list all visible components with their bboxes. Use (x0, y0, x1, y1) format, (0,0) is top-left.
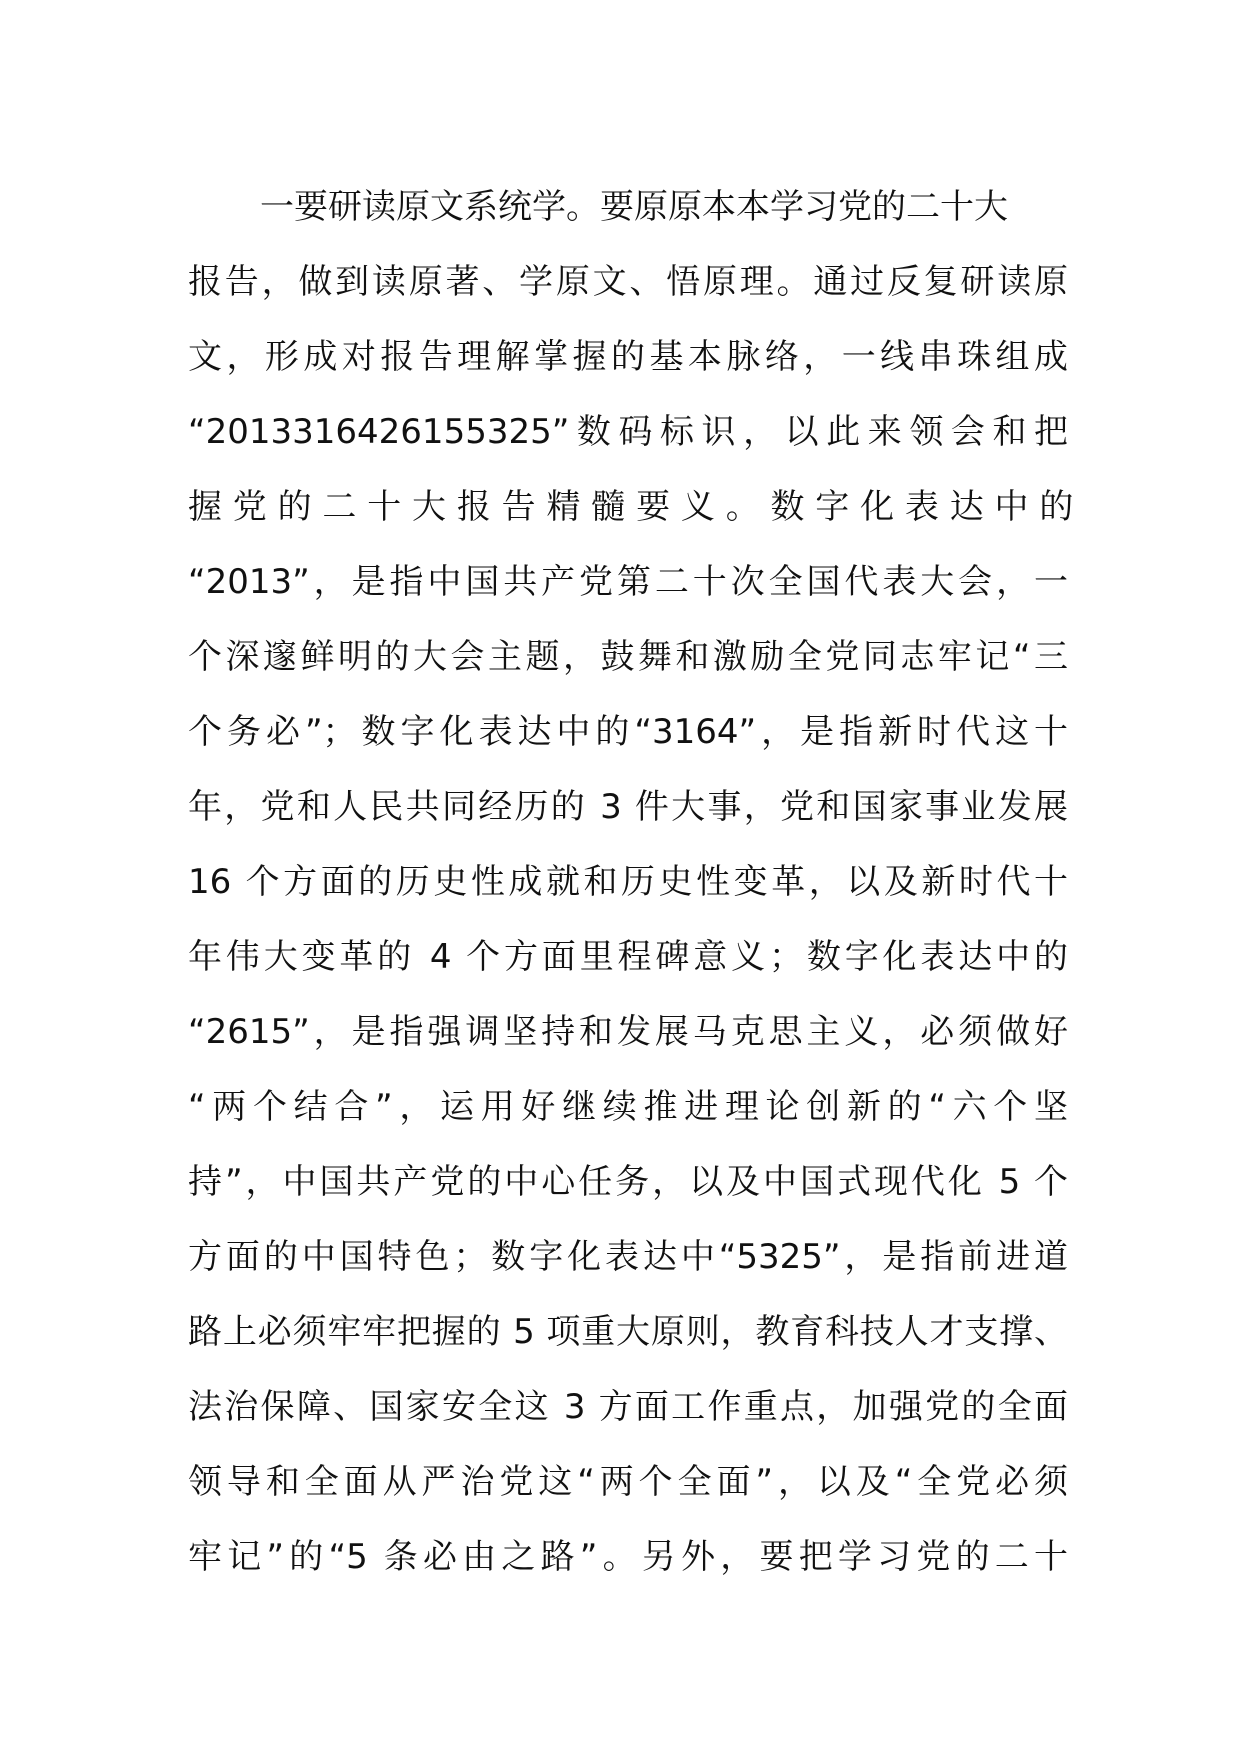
paragraph-line: “2615”，是指强调坚持和发展马克思主义，必须做好 (188, 1012, 1068, 1052)
paragraph-line: 握 党 的 二 十 大 报 告 精 髓 要 义 。 数 字 化 表 达 中 的 (188, 487, 1074, 527)
paragraph-line: 个务必”；数字化表达中的“3164”，是指新时代这十 (188, 712, 1068, 752)
paragraph-line: 年伟大变革的 4 个方面里程碑意义；数字化表达中的 (188, 937, 1068, 977)
paragraph-line: 年，党和人民共同经历的 3 件大事，党和国家事业发展 (188, 787, 1068, 827)
paragraph-line: 牢记”的“5 条必由之路”。另外，要把学习党的二十 (188, 1537, 1068, 1577)
paragraph-line: 16 个方面的历史性成就和历史性变革，以及新时代十 (188, 862, 1068, 902)
paragraph-line: 持”，中国共产党的中心任务，以及中国式现代化 5 个 (188, 1162, 1068, 1202)
body-paragraph (188, 170, 1074, 1595)
paragraph-line: “2013316426155325”数码标识，以此来领会和把 (188, 412, 1068, 452)
paragraph-line: 文，形成对报告理解掌握的基本脉络，一线串珠组成 (188, 337, 1068, 377)
paragraph-line: “2013”，是指中国共产党第二十次全国代表大会，一 (188, 562, 1068, 602)
paragraph-line: 方面的中国特色；数字化表达中“5325”，是指前进道 (188, 1237, 1068, 1277)
paragraph-line: 一要研读原文系统学。要原原本本学习党的二十大 (260, 187, 1008, 227)
paragraph-line: 路上必须牢牢把握的 5 项重大原则，教育科技人才支撑、 (188, 1312, 1068, 1352)
paragraph-line: 领导和全面从严治党这“两个全面”，以及“全党必须 (188, 1462, 1068, 1502)
paragraph-line: 个深邃鲜明的大会主题，鼓舞和激励全党同志牢记“三 (188, 637, 1068, 677)
paragraph-line: 报告，做到读原著、学原文、悟原理。通过反复研读原 (188, 262, 1068, 302)
paragraph-line: 法治保障、国家安全这 3 方面工作重点，加强党的全面 (188, 1387, 1068, 1427)
paragraph-line: “两个结合”，运用好继续推进理论创新的“六个坚 (188, 1087, 1068, 1127)
